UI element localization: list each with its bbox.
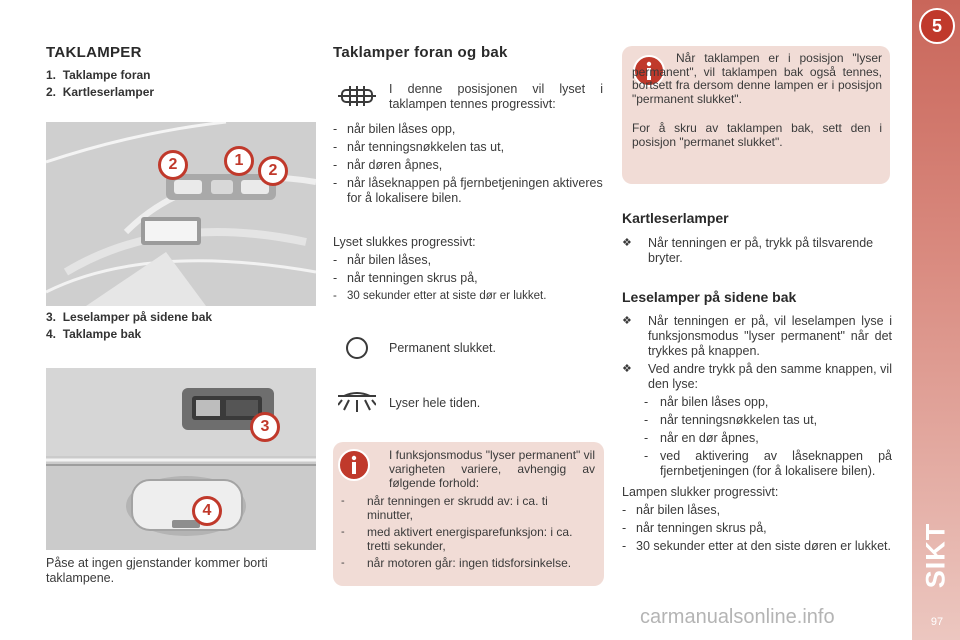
reading-lamps-block: ❖ Når tenningen er på, vil leselampen lyse i funksjonsmodus "lyser permanent" når det trykkes på knappen. ❖ Ved andre trykk på den samme knappen, vil den lyse: - når bilen låses opp, - når tenningsnøkkelen tas ut, - når en dør åpnes, - ved aktivering av låseknappen på fjernbetjeningen (for å lokalisere bilen). Lampen slukker progressivt: - når bilen låses, - når tenningen skrus på, - 30 sekunder etter at den siste døren er lukket. [622,314,892,553]
off-intro: Lyset slukkes progressivt: [333,235,476,249]
list-item: når låseknappen på fjernbetjeningen aktiveres for å lokalisere bilen. [347,176,603,205]
callout-number: 2 [158,150,188,180]
legend-bottom [46,310,306,341]
list-item: når tenningen skrus på, [636,521,767,535]
info-intro: I funksjonsmodus "lyser permanent" vil varigheten variere, avhengig av følgende forhold: [389,448,595,490]
list-item: ved aktivering av låseknappen på fjernbetjeningen (for å lokalisere bilen). [660,449,892,478]
list-item: når tenningen er skrudd av: i ca. ti minutter, [367,494,548,522]
lamp-off-intro: Lampen slukker progressivt: [622,485,779,499]
list-item: Når tenningen er på, vil leselampen lyse i funksjonsmodus "lyser permanent" når det trykkes på knappen. [648,314,892,358]
legend-num: 2. [46,85,57,99]
rear-lamp-info-box [622,46,890,184]
info-paragraph: For å skru av taklampen bak, sett den i posisjon "permanet slukket". [632,121,882,149]
callout-number: 3 [250,412,280,442]
light-off-icon [344,335,370,361]
rear-lamp-photo [46,368,316,550]
legend-label: Kartleserlamper [62,85,155,99]
light-on-icon [338,388,376,414]
list-item: 30 sekunder etter at den siste døren er lukket. [636,539,891,553]
page-number: 97 [930,616,944,628]
callout-number: 4 [192,496,222,526]
list-item: når motoren går: ingen tidsforsinkelse. [367,556,572,570]
mode-off-text: Permanent slukket. [389,341,496,355]
map-lamps-text: ❖ Når tenningen er på, trykk på tilsvarende bryter. [622,236,874,265]
map-lamps-title: Kartleserlamper [622,210,729,226]
reading-lamps-title: Leselamper på sidene bak [622,289,797,305]
legend-num: 3. [46,310,57,324]
progressive-light-icon [338,84,376,108]
front-lamp-photo [46,122,316,306]
list-item: når tenningsnøkkelen tas ut, [347,140,505,154]
list-item: 30 sekunder etter at siste dør er lukket. [347,290,547,302]
callout-number: 2 [258,156,288,186]
info-icon [337,448,371,482]
legend-label: Taklampe foran [62,68,151,82]
legend-label: Leselamper på sidene bak [62,310,213,324]
watermark: carmanualsonline.info [640,606,835,628]
list-item: Når tenningen er på, trykk på tilsvarende bryter. [648,236,874,265]
info-list: - når tenningen er skrudd av: i ca. ti minutter, - med aktivert energisparefunksjon: i ca. tretti sekunder, - når motoren går: ingen tidsforsinkelse. [341,494,573,570]
section-title: TAKLAMPER [46,44,142,61]
front-rear-title: Taklamper foran og bak [333,44,508,61]
section-label: SIKT [920,522,951,589]
list-item: når en dør åpnes, [660,431,759,445]
mode-on-text: Lyser hele tiden. [389,396,481,410]
callout-number: 1 [224,146,254,176]
legend-num: 1. [46,68,57,82]
list-item: når bilen låses opp, [347,122,456,136]
list-item: når bilen låses opp, [660,395,769,409]
list-item: med aktivert energisparefunksjon: i ca. tretti sekunder, [367,525,573,553]
list-item: når bilen låses, [347,253,432,267]
on-list: - når bilen låses opp, - når tenningsnøkkelen tas ut, - når døren åpnes, - når låseknappen på fjernbetjeningen aktiveres for å lokalisere bilen. [333,122,603,205]
info-paragraph: Når taklampen er i posisjon "lyser permanent", vil taklampen bak også tennes, bortsett fra dersom denne lampen er i posisjon "permanent slukket". [632,51,882,106]
list-item: når bilen låses, [636,503,721,517]
chapter-number: 5 [919,8,955,44]
progressive-mode-text: I denne posisjonen vil lyset i taklampen tennes progressivt: [389,82,603,111]
footer-note: Påse at ingen gjenstander kommer borti taklampene. [46,556,268,585]
off-block: Lyset slukkes progressivt: - når bilen låses, - når tenningen skrus på, - 30 sekunder etter at siste dør er lukket. [333,235,605,304]
list-item: når tenningsnøkkelen tas ut, [660,413,818,427]
duration-info-box [333,442,604,586]
list-item: når tenningen skrus på, [347,271,478,285]
list-item: Ved andre trykk på den samme knappen, vil den lyse: [648,362,892,391]
legend-num: 4. [46,327,57,341]
legend-top [46,68,296,99]
legend-label: Taklampe bak [62,327,142,341]
list-item: når døren åpnes, [347,158,443,172]
